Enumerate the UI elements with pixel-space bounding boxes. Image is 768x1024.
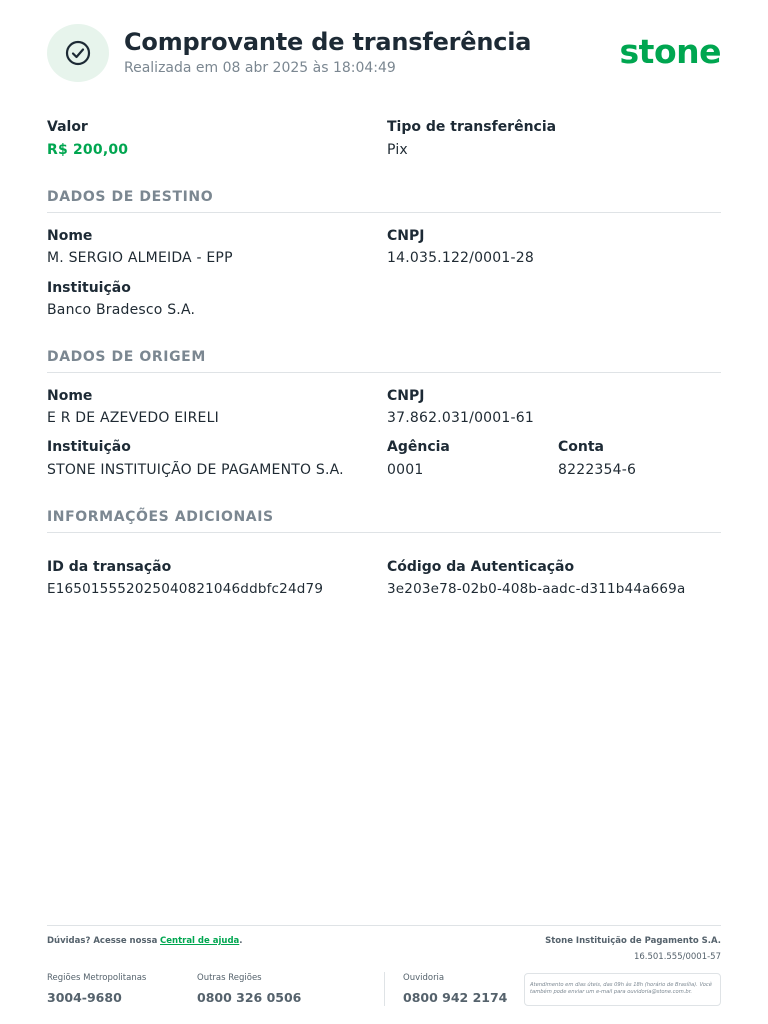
valor-label: Valor [47, 119, 88, 135]
destino-instituicao-label: Instituição [47, 280, 131, 296]
autenticacao-label: Código da Autenticação [387, 559, 575, 575]
footer-divider [47, 925, 721, 926]
section-divider [47, 372, 721, 373]
id-transacao-label: ID da transação [47, 559, 172, 575]
origem-cnpj-label: CNPJ [387, 388, 425, 404]
origem-cnpj-value: 37.862.031/0001-61 [387, 410, 534, 426]
origem-conta-label: Conta [558, 439, 604, 455]
page-title: Comprovante de transferência [124, 28, 532, 56]
origem-conta-value: 8222354-6 [558, 462, 637, 478]
origem-agencia-value: 0001 [387, 462, 424, 478]
receipt-header [47, 24, 721, 84]
origem-nome-value: E R DE AZEVEDO EIRELI [47, 410, 219, 426]
section-title-destino: DADOS DE DESTINO [47, 189, 214, 205]
valor-value: R$ 200,00 [47, 142, 129, 158]
section-divider [47, 212, 721, 213]
transfer-datetime: Realizada em 08 abr 2025 às 18:04:49 [124, 60, 396, 76]
destino-cnpj-label: CNPJ [387, 228, 425, 244]
destino-cnpj-value: 14.035.122/0001-28 [387, 250, 534, 266]
check-circle-icon [65, 40, 91, 66]
success-badge [47, 24, 109, 82]
destino-nome-value: M. SERGIO ALMEIDA - EPP [47, 250, 233, 266]
ouvidoria-note: Atendimento em dias úteis, das 09h às 18h (horário de Brasília). Você também pode enviar um e-mail para ouvidoria@stone.com.br. [524, 973, 721, 1006]
tipo-label: Tipo de transferência [387, 119, 557, 135]
section-title-adicionais: INFORMAÇÕES ADICIONAIS [47, 509, 274, 525]
section-title-origem: DADOS DE ORIGEM [47, 349, 206, 365]
help-text [47, 936, 243, 946]
help-prefix: Dúvidas? Acesse nossa [47, 936, 158, 946]
origem-instituicao-label: Instituição [47, 439, 131, 455]
metro-phone[interactable]: 3004-9680 [47, 990, 122, 1005]
footer-vertical-divider [384, 972, 385, 1006]
ouvidoria-phone[interactable]: 0800 942 2174 [403, 990, 508, 1005]
help-period: . [239, 936, 243, 946]
ouvidoria-label: Ouvidoria [403, 973, 445, 983]
origem-agencia-label: Agência [387, 439, 450, 455]
destino-nome-label: Nome [47, 228, 93, 244]
company-name: Stone Instituição de Pagamento S.A. [545, 936, 721, 946]
autenticacao-value: 3e203e78-02b0-408b-aadc-d311b44a669a [387, 581, 686, 597]
section-divider [47, 532, 721, 533]
help-center-link[interactable]: Central de ajuda [160, 936, 240, 946]
id-transacao-value: E16501555202504082104​6ddbfc24d79 [47, 581, 324, 597]
origem-instituicao-value: STONE INSTITUIÇÃO DE PAGAMENTO S.A. [47, 462, 344, 478]
origem-nome-label: Nome [47, 388, 93, 404]
tipo-value: Pix [387, 142, 408, 158]
stone-logo: stone [619, 32, 721, 71]
outras-phone[interactable]: 0800 326 0506 [197, 990, 302, 1005]
metro-label: Regiões Metropolitanas [47, 973, 147, 983]
destino-instituicao-value: Banco Bradesco S.A. [47, 302, 196, 318]
company-cnpj: 16.501.555/0001-57 [633, 952, 721, 962]
outras-label: Outras Regiões [197, 973, 262, 983]
